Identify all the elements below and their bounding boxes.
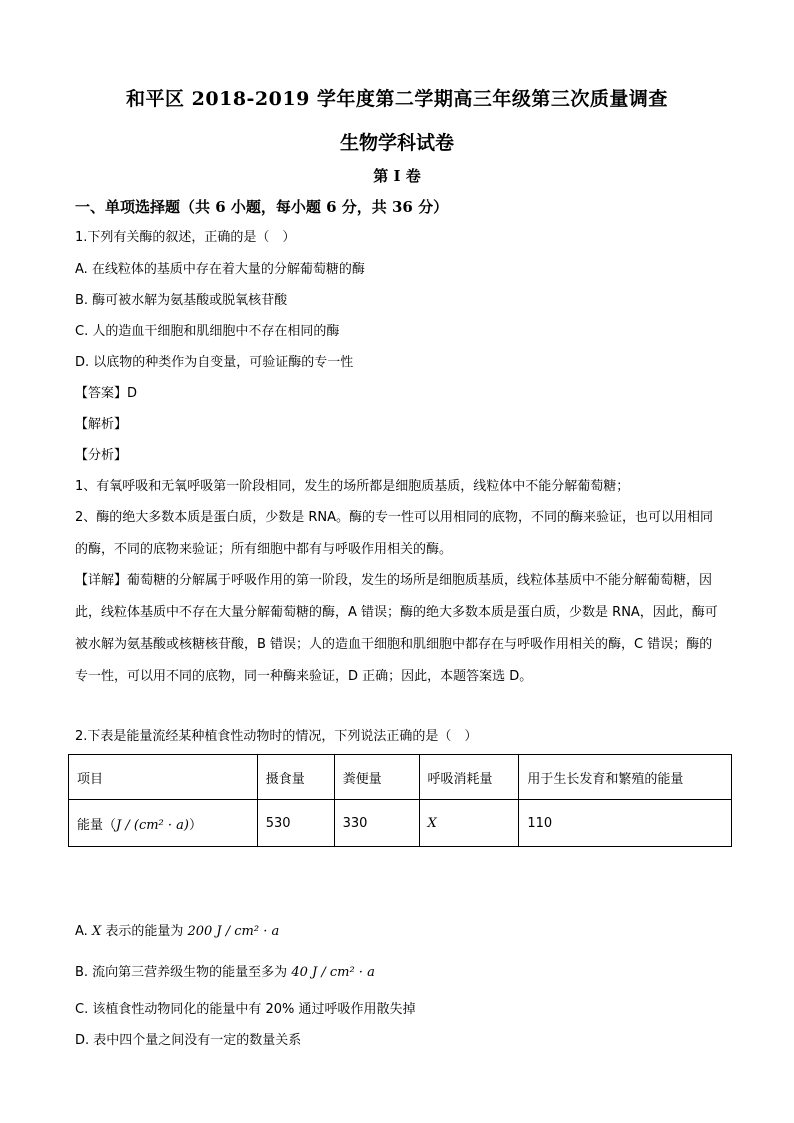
table-row-label: 能量（J / (cm² · a)） — [69, 800, 258, 847]
table-row — [69, 800, 732, 847]
table-header-cell: 呼吸消耗量 — [419, 755, 519, 800]
volume-label: 第 I 卷 — [373, 167, 421, 185]
q1-option-d: D. 以底物的种类作为自变量，可验证酶的专一性 — [75, 355, 354, 370]
q2-option-c: C. 该植食性动物同化的能量中有 20% 通过呼吸作用散失掉 — [75, 1002, 416, 1017]
q1-fenxi-2: 2、酶的绝大多数本质是蛋白质，少数是 RNA。酶的专一性可以用相同的底物，不同的酶来验证，也可以用相同的酶，不同的底物来验证；所有细胞中都有与呼吸作用相关的酶。 — [75, 510, 714, 557]
q1-fenxi-label: 【分析】 — [75, 448, 128, 463]
energy-table — [68, 754, 732, 847]
table-cell: X — [419, 800, 519, 847]
q1-detail-text: 葡萄糖的分解属于呼吸作用的第一阶段，发生的场所是细胞质基质，线粒体基质中不能分解葡萄糖，因此，线粒体基质中不存在大量分解葡萄糖的酶，A 错误；酶的绝大多数本质是蛋白质，少数是 RNA，因此，酶可被水解为氨基酸或核糖核苷酸，B 错误；人的造血干细胞和肌细胞中都存在与呼吸作用相关的酶，C 错误；酶的专一性，可以用不同的底物，同一种酶来验证，D 正确；因此，本题答案选 D。 — [75, 573, 718, 684]
table-header-cell: 用于生长发育和繁殖的能量 — [519, 755, 732, 800]
table-cell: 330 — [334, 800, 419, 847]
table-header-cell: 项目 — [69, 755, 258, 800]
unit-formula: J / (cm² · a) — [116, 817, 189, 833]
q1-fenxi-1: 1、有氧呼吸和无氧呼吸第一阶段相同，发生的场所都是细胞质基质，线粒体中不能分解葡萄糖； — [75, 479, 630, 494]
q2-option-b: B. 流向第三营养级生物的能量至多为 40 J / cm² · a — [75, 965, 375, 980]
q2-option-a: A. X 表示的能量为 200 J / cm² · a — [75, 924, 280, 939]
q1-answer: 【答案】D — [75, 386, 138, 401]
table-header-row — [69, 755, 732, 800]
table-header-cell: 粪便量 — [334, 755, 419, 800]
table-cell: 530 — [257, 800, 334, 847]
table-header-cell: 摄食量 — [257, 755, 334, 800]
q1-option-c: C. 人的造血干细胞和肌细胞中不存在相同的酶 — [75, 324, 340, 339]
q1-detail — [75, 565, 725, 693]
q2-stem: 2.下表是能量流经某种植食性动物时的情况，下列说法正确的是（ ） — [75, 729, 478, 744]
q1-option-a: A. 在线粒体的基质中存在着大量的分解葡萄糖的酶 — [75, 262, 365, 277]
q1-analysis-label: 【解析】 — [75, 417, 128, 432]
exam-subtitle: 生物学科试卷 — [339, 132, 454, 154]
table-cell: 110 — [519, 800, 732, 847]
q1-detail-label: 【详解】 — [75, 573, 128, 588]
exam-title: 和平区 2018-2019 学年度第二学期高三年级第三次质量调查 — [126, 88, 668, 110]
section-heading: 一、单项选择题（共 6 小题，每小题 6 分，共 36 分） — [75, 198, 449, 216]
q2-option-d: D. 表中四个量之间没有一定的数量关系 — [75, 1033, 302, 1048]
q1-option-b: B. 酶可被水解为氨基酸或脱氧核苷酸 — [75, 293, 288, 308]
q1-stem: 1.下列有关酶的叙述，正确的是（ ） — [75, 230, 296, 245]
